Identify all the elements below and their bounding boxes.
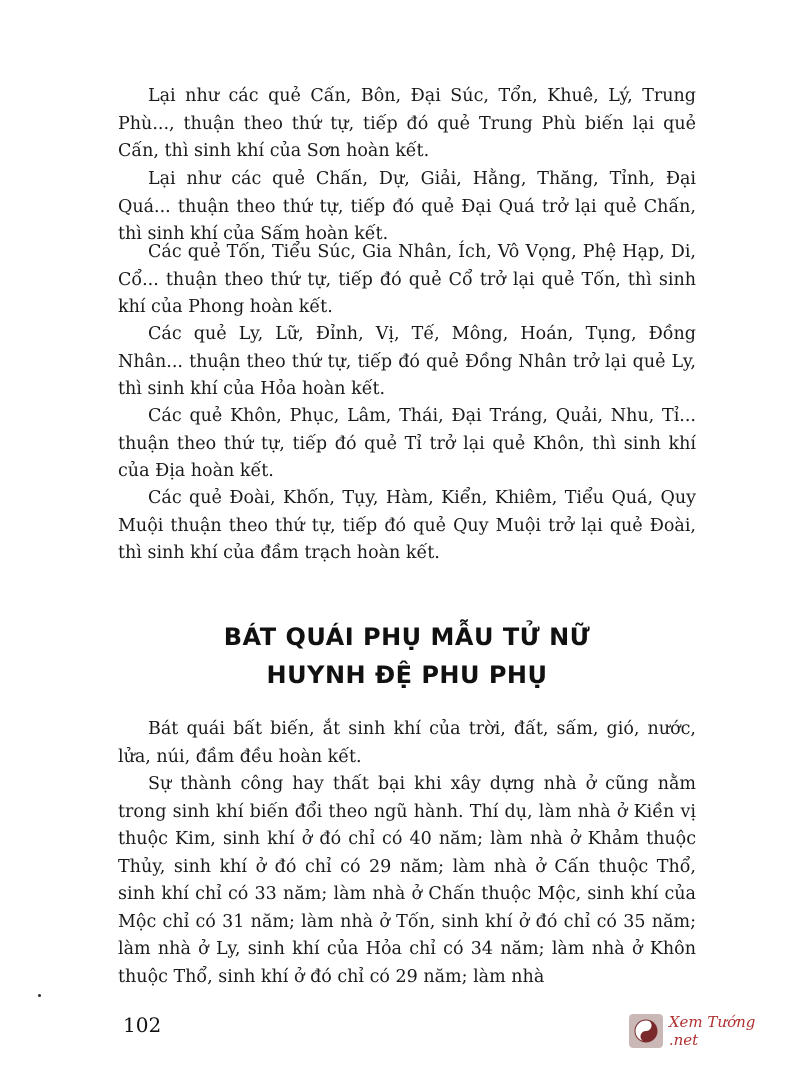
paragraph-bat-quai: Bát quái bất biến, ắt sinh khí của trời, đất, sấm, gió, nước, lửa, núi, đầm đều hoàn kết. [118, 719, 696, 767]
paragraph-su-thanh-cong: Sự thành công hay thất bại khi xây dựng nhà ở cũng nằm trong sinh khí biến đổi theo ngũ hành. Thí dụ, làm nhà ở Kiền vị thuộc Kim, sinh khí ở đó chỉ có 40 năm; làm nhà ở Khảm thuộc Thủy, sinh khí ở đó chỉ có 29 năm; làm nhà ở Cấn thuộc Thổ, sinh khí chỉ có 33 năm; làm nhà ở Chấn thuộc Mộc, sinh khí của Mộc chỉ có 31 năm; làm nhà ở Tốn, sinh khí ở đó chỉ có 35 năm; làm nhà ở Ly, sinh khí của Hỏa chỉ có 34 năm; làm nhà ở Khôn thuộc Thổ, sinh khí ở đó chỉ có 29 năm; làm nhà [118, 774, 696, 987]
section-heading [118, 618, 696, 694]
paragraph-can: Lại như các quẻ Cấn, Bôn, Đại Súc, Tổn, Khuê, Lý, Trung Phù..., thuận theo thứ tự, tiếp đó quẻ Trung Phù biến lại quẻ Cấn, thì sinh khí của Sơn hoàn kết. [118, 86, 696, 161]
heading-line-1: BÁT QUÁI PHỤ MẪU TỬ NỮ [223, 623, 591, 651]
heading-line-2: HUYNH ĐỆ PHU PHỤ [266, 661, 548, 689]
watermark-text: Xem Tướng .net [668, 1013, 756, 1049]
paragraph-khon: Các quẻ Khôn, Phục, Lâm, Thái, Đại Tráng, Quải, Nhu, Tỉ... thuận theo thứ tự, tiếp đó quẻ Tỉ trở lại quẻ Khôn, thì sinh khí của Địa hoàn kết. [118, 406, 696, 481]
paragraph-chan: Lại như các quẻ Chấn, Dự, Giải, Hằng, Thăng, Tỉnh, Đại Quá... thuận theo thứ tự, tiếp đó quẻ Đại Quá trở lại quẻ Chấn, thì sinh khí của Sấm hoàn kết. [118, 169, 696, 244]
page-number: 102 [123, 1013, 162, 1037]
yin-yang-icon [629, 1014, 663, 1048]
paragraph-doai: Các quẻ Đoài, Khốn, Tụy, Hàm, Kiển, Khiêm, Tiểu Quá, Quy Muội thuận theo thứ tự, tiếp đó quẻ Quy Muội trở lại quẻ Đoài, thì sinh khí của đầm trạch hoàn kết. [118, 488, 696, 563]
scan-speck [38, 994, 41, 997]
watermark [629, 1012, 789, 1050]
paragraph-ly: Các quẻ Ly, Lữ, Đỉnh, Vị, Tế, Mông, Hoán, Tụng, Đồng Nhân... thuận theo thứ tự, tiếp đó quẻ Đồng Nhân trở lại quẻ Ly, thì sinh khí của Hỏa hoàn kết. [118, 324, 696, 399]
paragraph-ton: Các quẻ Tốn, Tiểu Súc, Gia Nhân, Ích, Vô Vọng, Phệ Hạp, Di, Cổ... thuận theo thứ tự, tiếp đó quẻ Cổ trở lại quẻ Tốn, thì sinh khí của Phong hoàn kết. [118, 242, 696, 317]
